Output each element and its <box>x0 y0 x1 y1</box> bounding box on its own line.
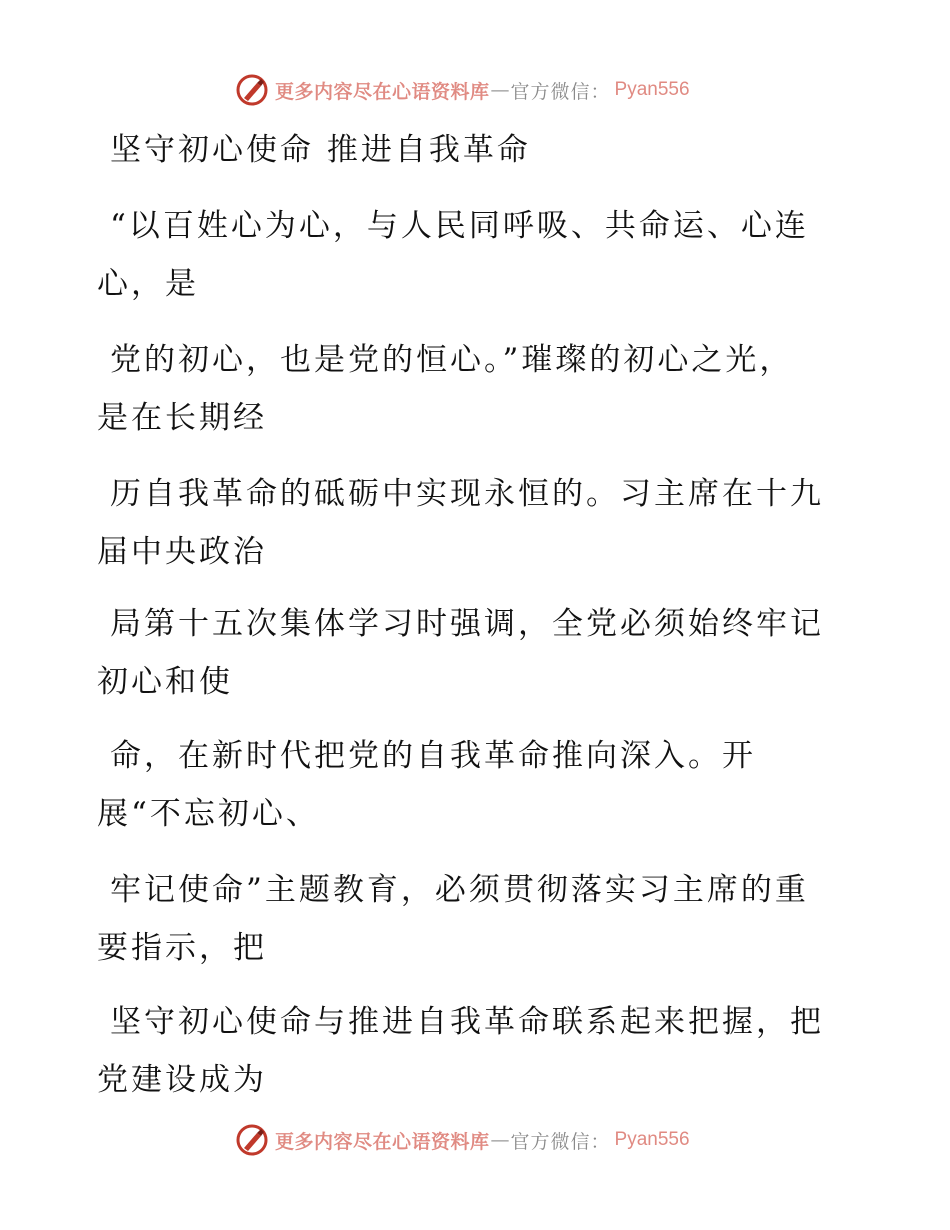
pen-logo-icon <box>235 1123 269 1157</box>
body-line: “以百姓心为心，与人民同呼吸、共命运、心连 <box>110 208 809 244</box>
body-line: 届中央政治 <box>97 534 267 570</box>
body-line: 初心和使 <box>97 664 233 700</box>
body-line: 党建设成为 <box>97 1062 267 1098</box>
watermark-dash: — <box>490 79 510 101</box>
document-title: 坚守初心使命 推进自我革命 <box>110 132 531 168</box>
body-line: 要指示，把 <box>97 930 267 966</box>
body-line: 心，是 <box>97 266 199 302</box>
body-line: 牢记使命”主题教育，必须贯彻落实习主席的重 <box>110 872 809 908</box>
watermark-brand: 更多内容尽在心语资料库 <box>275 80 490 103</box>
pen-logo-icon <box>235 73 269 107</box>
watermark-brand: 更多内容尽在心语资料库 <box>275 1130 490 1153</box>
watermark-dash: — <box>490 1129 510 1151</box>
watermark-id: Pyan556 <box>614 79 690 100</box>
watermark-id: Pyan556 <box>614 1129 690 1150</box>
body-line: 局第十五次集体学习时强调，全党必须始终牢记 <box>110 606 824 642</box>
footer-watermark <box>235 1122 690 1158</box>
body-line: 命，在新时代把党的自我革命推向深入。开 <box>110 738 756 774</box>
body-line: 坚守初心使命与推进自我革命联系起来把握，把 <box>110 1004 824 1040</box>
header-watermark <box>235 72 690 108</box>
body-line: 是在长期经 <box>97 400 267 436</box>
body-line: 党的初心，也是党的恒心。”璀璨的初心之光， <box>110 342 794 378</box>
body-line: 展“不忘初心、 <box>97 796 320 832</box>
watermark-label: 官方微信： <box>510 80 611 103</box>
body-line: 历自我革命的砥砺中实现永恒的。习主席在十九 <box>110 476 824 512</box>
watermark-label: 官方微信： <box>510 1130 611 1153</box>
